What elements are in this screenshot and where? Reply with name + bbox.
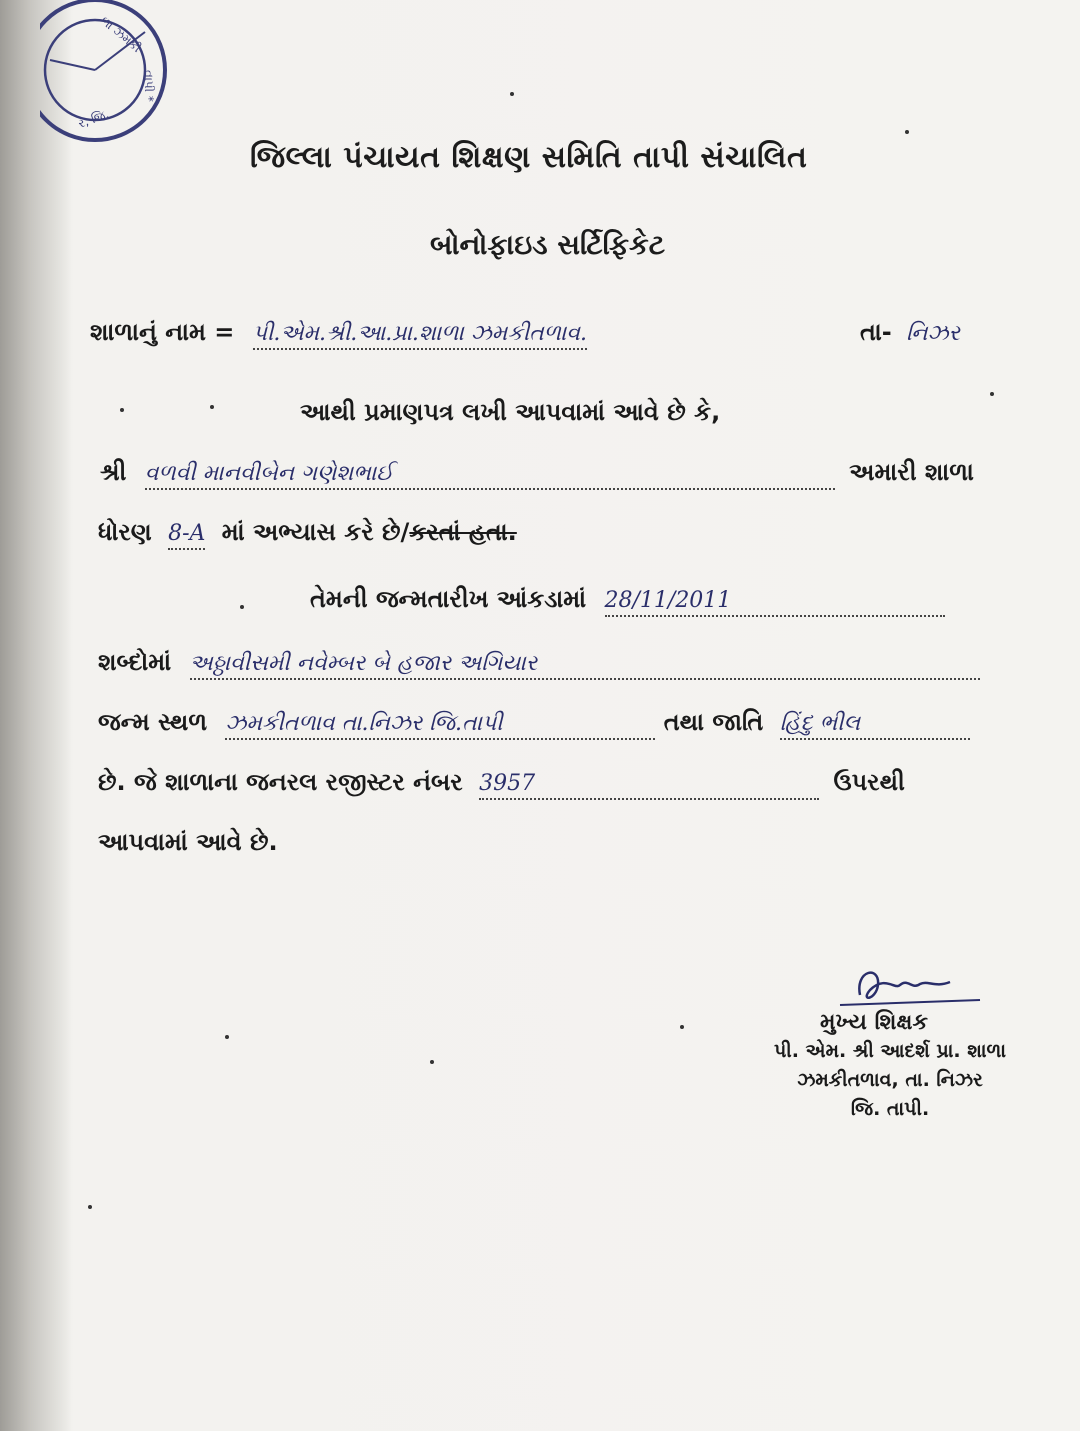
scan-speck — [225, 1035, 229, 1039]
signatory-block — [760, 1008, 1020, 1124]
dob-row — [310, 585, 945, 617]
school-name-label: શાળાનું નામ = — [90, 318, 235, 346]
scan-speck — [88, 1205, 92, 1209]
scan-speck — [680, 1025, 684, 1029]
dob-words-row — [98, 648, 980, 680]
scan-speck — [240, 605, 244, 609]
taluka-label: તા- — [860, 318, 892, 346]
certificate-closing: આપવામાં આવે છે. — [98, 828, 278, 856]
scan-speck — [430, 1060, 434, 1064]
dob-words-value: અઠ્ઠાવીસમી નવેમ્બર બે હજાર અગિયાર — [190, 651, 980, 680]
scan-speck — [990, 392, 994, 396]
certificate-title: બોનોફાઇડ સર્ટિફિકેટ — [430, 228, 666, 261]
school-name-value: પી.એમ.શ્રી.આ.પ્રા.શાળા ઝમકીતળાવ. — [253, 321, 587, 350]
standard-text: માં અભ્યાસ કરે છે/ — [221, 518, 410, 546]
caste-value: હિંદુ ભીલ — [780, 711, 970, 740]
page-binding-shadow — [0, 0, 72, 1431]
certificate-intro: આથી પ્રમાણપત્ર લખી આપવામાં આવે છે કે, — [300, 398, 721, 426]
scan-speck — [120, 408, 124, 412]
register-text: છે. જે શાળાના જનરલ રજીસ્ટર નંબર — [98, 768, 463, 796]
student-name-row — [100, 458, 974, 490]
student-suffix: અમારી શાળા — [849, 458, 974, 486]
dob-value: 28/11/2011 — [605, 588, 945, 617]
birthplace-label: જન્મ સ્થળ — [98, 708, 208, 736]
svg-text:તાપી *: તાપી * — [142, 70, 156, 102]
scan-speck — [905, 130, 909, 134]
signatory-district: જિ. તાપી. — [850, 1098, 930, 1120]
school-name-row — [90, 318, 587, 346]
student-prefix: શ્રી — [100, 458, 127, 486]
standard-label: ધોરણ — [98, 518, 152, 546]
birthplace-value: ઝમકીતળાવ તા.નિઝર જિ.તાપી — [225, 711, 655, 740]
birthplace-row — [98, 708, 970, 740]
taluka-field — [860, 318, 960, 346]
signatory-title: મુખ્ય શિક્ષક — [820, 1010, 929, 1035]
student-name-value: વળવી માનવીબેન ગણેશભાઈ — [145, 461, 835, 490]
standard-struck-text: કરતાં હતા. — [409, 518, 517, 546]
dob-words-label: શબ્દોમાં — [98, 648, 172, 676]
scan-speck — [510, 92, 514, 96]
signatory-village: ઝમકીતળાવ, તા. નિઝર — [797, 1069, 983, 1091]
register-number: 3957 — [479, 771, 819, 800]
register-row — [98, 768, 905, 800]
school-stamp — [40, 0, 170, 160]
standard-value: 8-A — [168, 521, 205, 550]
taluka-value: નિઝર — [906, 321, 960, 346]
svg-text:ર, જિ.: ર, જિ. — [76, 106, 111, 131]
signatory-school: પી. એમ. શ્રી આદર્શ પ્રા. શાળા — [773, 1040, 1007, 1062]
svg-text:ળા ઝમકી: ળા ઝમકી — [98, 13, 144, 56]
register-suffix: ઉપરથી — [833, 768, 905, 796]
standard-row — [98, 518, 517, 546]
dob-label: તેમની જન્મતારીખ આંકડામાં — [310, 585, 587, 613]
caste-label: તથા જાતિ — [663, 708, 764, 736]
scan-speck — [210, 405, 214, 409]
certificate-heading: જિલ્લા પંચાયત શિક્ષણ સમિતિ તાપી સંચાલિત — [250, 140, 808, 175]
